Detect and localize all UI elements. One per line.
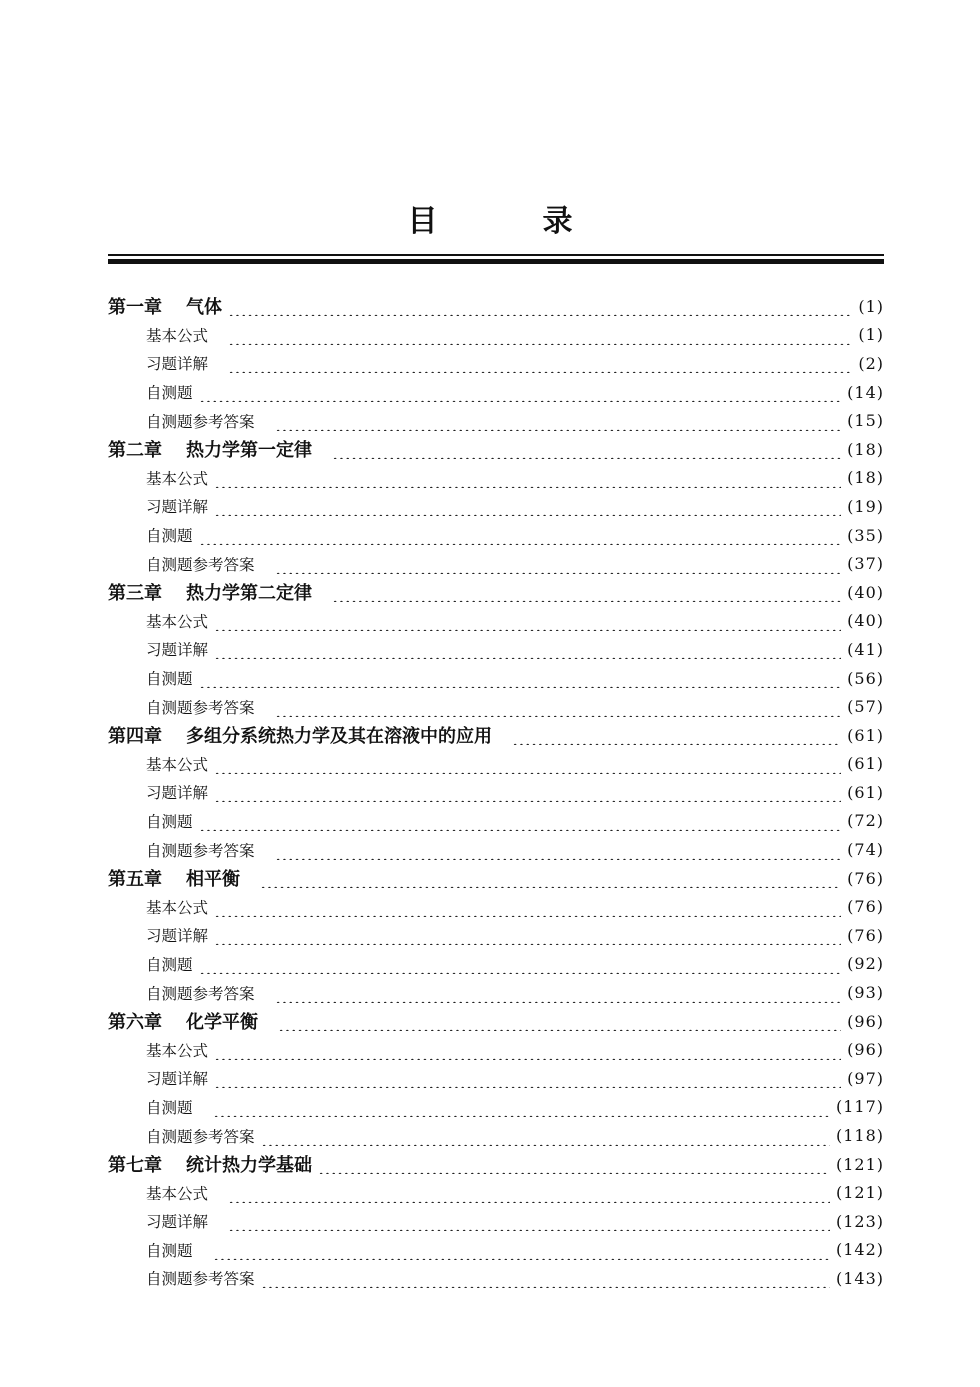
toc-section-entry[interactable]	[108, 978, 884, 1007]
dot-leader	[214, 1068, 841, 1088]
dot-leader	[228, 353, 852, 373]
toc-chapter-entry[interactable]	[108, 721, 884, 750]
toc-section-entry[interactable]	[108, 1207, 884, 1236]
dot-leader	[275, 697, 842, 717]
toc-section-entry[interactable]	[108, 835, 884, 864]
section-title: 基本公式	[146, 755, 209, 774]
dot-leader	[275, 840, 842, 860]
section-title: 基本公式	[146, 326, 209, 345]
dot-leader	[275, 554, 842, 574]
page-number: (61)	[847, 754, 884, 774]
toc-chapter-entry[interactable]	[108, 435, 884, 464]
chapter-title: 热力学第一定律	[186, 440, 312, 462]
dot-leader	[214, 925, 841, 945]
chapter-number: 第二章	[108, 440, 162, 462]
chapter-number: 第七章	[108, 1155, 162, 1177]
dot-leader	[214, 611, 841, 631]
dot-leader	[512, 725, 841, 745]
toc-section-entry[interactable]	[108, 406, 884, 435]
chapter-number: 第六章	[108, 1012, 162, 1034]
page-number: (14)	[847, 382, 884, 402]
page-number: (35)	[847, 525, 884, 545]
toc-chapter-entry[interactable]	[108, 578, 884, 607]
dot-leader	[261, 1126, 830, 1146]
toc-section-entry[interactable]	[108, 607, 884, 636]
section-title: 自测题参考答案	[146, 1127, 255, 1146]
title-rule-thin	[108, 254, 884, 256]
page-number: (61)	[847, 725, 884, 745]
toc-section-entry[interactable]	[108, 1178, 884, 1207]
toc-section-entry[interactable]	[108, 950, 884, 979]
dot-leader	[213, 1240, 830, 1260]
section-title: 自测题参考答案	[146, 1270, 255, 1289]
section-title: 自测题参考答案	[146, 412, 255, 431]
toc-chapter-entry[interactable]	[108, 864, 884, 893]
toc-section-entry[interactable]	[108, 692, 884, 721]
page-number: (15)	[847, 411, 884, 431]
toc-section-entry[interactable]	[108, 1121, 884, 1150]
dot-leader	[214, 639, 841, 659]
section-title: 习题详解	[146, 641, 209, 660]
toc-chapter-entry[interactable]	[108, 292, 884, 321]
toc-section-entry[interactable]	[108, 635, 884, 664]
page-title: 目录	[407, 204, 678, 239]
page-number: (118)	[835, 1126, 884, 1146]
section-title: 自测题参考答案	[146, 841, 255, 860]
page-number: (74)	[847, 840, 884, 860]
page-number: (121)	[835, 1154, 884, 1174]
section-title: 基本公式	[146, 1041, 209, 1060]
page-number: (117)	[835, 1097, 884, 1117]
page-number: (40)	[847, 582, 884, 602]
table-of-contents	[108, 292, 884, 1293]
toc-chapter-entry[interactable]	[108, 1007, 884, 1036]
page-number: (1)	[858, 296, 884, 316]
chapter-title: 热力学第二定律	[186, 583, 312, 605]
section-title: 基本公式	[146, 469, 209, 488]
section-title: 自测题	[146, 1098, 193, 1117]
page-number: (76)	[847, 925, 884, 945]
page-number: (19)	[847, 496, 884, 516]
dot-leader	[214, 468, 841, 488]
dot-leader	[199, 382, 842, 402]
dot-leader	[261, 1268, 830, 1288]
page-number: (1)	[858, 325, 884, 345]
page-number: (92)	[847, 954, 884, 974]
section-title: 自测题	[146, 812, 193, 831]
page-number: (18)	[847, 439, 884, 459]
toc-section-entry[interactable]	[108, 921, 884, 950]
page-number: (121)	[835, 1183, 884, 1203]
page-number: (37)	[847, 554, 884, 574]
page-number: (143)	[835, 1268, 884, 1288]
section-title: 习题详解	[146, 784, 209, 803]
page-number: (97)	[847, 1068, 884, 1088]
section-title: 自测题	[146, 527, 193, 546]
toc-section-entry[interactable]	[108, 492, 884, 521]
dot-leader	[199, 954, 842, 974]
chapter-number: 第三章	[108, 583, 162, 605]
section-title: 习题详解	[146, 927, 209, 946]
toc-section-entry[interactable]	[108, 349, 884, 378]
section-title: 习题详解	[146, 1070, 209, 1089]
toc-section-entry[interactable]	[108, 464, 884, 493]
page-number: (96)	[847, 1040, 884, 1060]
dot-leader	[332, 439, 841, 459]
dot-leader	[318, 1154, 830, 1174]
section-title: 自测题	[146, 1241, 193, 1260]
page-number: (56)	[847, 668, 884, 688]
toc-section-entry[interactable]	[108, 1236, 884, 1265]
dot-leader	[214, 897, 841, 917]
page-number: (142)	[835, 1240, 884, 1260]
section-title: 自测题参考答案	[146, 984, 255, 1003]
toc-section-entry[interactable]	[108, 321, 884, 350]
toc-section-entry[interactable]	[108, 549, 884, 578]
section-title: 自测题参考答案	[146, 698, 255, 717]
dot-leader	[199, 811, 842, 831]
page-number: (76)	[847, 868, 884, 888]
dot-leader	[278, 1011, 841, 1031]
section-title: 自测题	[146, 670, 193, 689]
dot-leader	[214, 496, 841, 516]
page-number: (61)	[847, 782, 884, 802]
dot-leader	[214, 754, 841, 774]
dot-leader	[332, 582, 841, 602]
toc-section-entry[interactable]	[108, 1064, 884, 1093]
section-title: 自测题参考答案	[146, 555, 255, 574]
chapter-number: 第五章	[108, 869, 162, 891]
title-rule-thick	[108, 259, 884, 264]
dot-leader	[228, 325, 852, 345]
toc-section-entry[interactable]	[108, 1035, 884, 1064]
chapter-number: 第一章	[108, 297, 162, 319]
section-title: 习题详解	[146, 355, 209, 374]
toc-section-entry[interactable]	[108, 664, 884, 693]
page-number: (41)	[847, 639, 884, 659]
page-number: (96)	[847, 1011, 884, 1031]
toc-section-entry[interactable]	[108, 807, 884, 836]
chapter-title: 相平衡	[186, 869, 240, 891]
toc-section-entry[interactable]	[108, 778, 884, 807]
dot-leader	[214, 782, 841, 802]
dot-leader	[275, 983, 842, 1003]
dot-leader	[199, 525, 842, 545]
dot-leader	[213, 1097, 830, 1117]
page-number: (72)	[847, 811, 884, 831]
page-number: (57)	[847, 697, 884, 717]
dot-leader	[275, 411, 842, 431]
chapter-title: 多组分系统热力学及其在溶液中的应用	[186, 726, 492, 748]
section-title: 习题详解	[146, 1213, 209, 1232]
section-title: 自测题	[146, 955, 193, 974]
toc-section-entry[interactable]	[108, 378, 884, 407]
section-title: 习题详解	[146, 498, 209, 517]
toc-section-entry[interactable]	[108, 1093, 884, 1122]
dot-leader	[228, 296, 852, 316]
page-number: (2)	[858, 353, 884, 373]
toc-section-entry[interactable]	[108, 892, 884, 921]
toc-section-entry[interactable]	[108, 1264, 884, 1293]
toc-section-entry[interactable]	[108, 750, 884, 779]
dot-leader	[228, 1211, 830, 1231]
section-title: 基本公式	[146, 1184, 209, 1203]
chapter-title: 气体	[186, 297, 222, 319]
toc-section-entry[interactable]	[108, 521, 884, 550]
page-number: (76)	[847, 897, 884, 917]
section-title: 基本公式	[146, 898, 209, 917]
chapter-title: 统计热力学基础	[186, 1155, 312, 1177]
section-title: 自测题	[146, 384, 193, 403]
page-number: (123)	[835, 1211, 884, 1231]
chapter-number: 第四章	[108, 726, 162, 748]
page-number: (93)	[847, 983, 884, 1003]
toc-chapter-entry[interactable]	[108, 1150, 884, 1179]
dot-leader	[199, 668, 842, 688]
section-title: 基本公式	[146, 612, 209, 631]
page-number: (18)	[847, 468, 884, 488]
dot-leader	[228, 1183, 830, 1203]
dot-leader	[214, 1040, 841, 1060]
dot-leader	[260, 868, 841, 888]
chapter-title: 化学平衡	[186, 1012, 258, 1034]
page-number: (40)	[847, 611, 884, 631]
